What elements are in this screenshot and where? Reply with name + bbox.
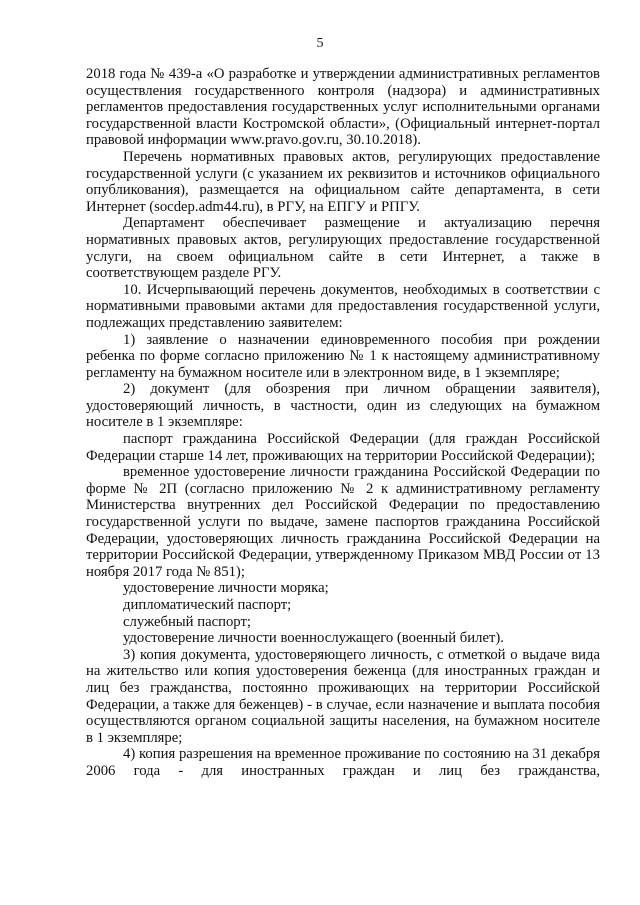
paragraph-service-passport: служебный паспорт; [123,613,251,630]
paragraph-temporary-id: временное удостоверение личности гражданина Российской Федерации по форме № 2П (согласно приложению № 2 к административному регламенту Министерства внутренних дел Российской Федерации по предоставлению государственной услуги по выдаче, замене паспортов гражданина Российской Федерации, удостоверяющих личность гражданина Российской Федерации на территории Российской Федерации, утвержденному Приказом МВД России от 13 ноября 2017 года № 851); [86,464,600,580]
paragraph-legal-acts-list: Перечень нормативных правовых актов, регулирующих предоставление государственной услуги (с указанием их реквизитов и источников официального опубликования), размещается на официальном сайте департамента, в сети Интернет (socdep.adm44.ru), в РГУ, на ЕПГУ и РПГУ. [86,148,600,215]
paragraph-decree-reference: 2018 года № 439-а «О разработке и утверждении административных регламентов осуществления государственного контроля (надзора) и административных регламентов предоставления государственных услуг исполнительными органами государственной власти Костромской области», (Официальный интернет-портал правовой информации www.pravo.gov.ru, 30.10.2018). [86,66,600,149]
paragraph-passport: паспорт гражданина Российской Федерации (для граждан Российской Федерации старше 14 лет, проживающих на территории Российской Федерации); [86,431,600,464]
paragraph-diplomatic-passport: дипломатический паспорт; [123,597,292,613]
paragraph-seaman-id: удостоверение личности моряка; [123,580,329,597]
paragraph-military-id: удостоверение личности военнослужащего (военный билет). [123,630,504,647]
paragraph-item-2-id-document: 2) документ (для обозрения при личном обращении заявителя), удостоверяющий личность, в частности, один из следующих на бумажном носителе в 1 экземпляре: [86,381,600,431]
paragraph-item-4-temp-residence: 4) копия разрешения на временное проживание по состоянию на 31 декабря 2006 года - для иностранных граждан и лиц без гражданства, [86,746,600,779]
page-number: 5 [316,36,324,51]
paragraph-item-1-application: 1) заявление о назначении единовременного пособия при рождении ребенка по форме согласно приложению № 1 к настоящему административному регламенту на бумажном носителе или в электронном виде, в 1 экземпляре; [86,331,600,381]
paragraph-item-10: 10. Исчерпывающий перечень документов, необходимых в соответствии с нормативными правовыми актами для предоставления государственной услуги, подлежащих представлению заявителем: [86,281,600,331]
paragraph-department-duty: Департамент обеспечивает размещение и актуализацию перечня нормативных правовых актов, регулирующих предоставление государственной услуги, на своем официальном сайте в сети Интернет, а также в соответствующем разделе РГУ. [86,215,600,282]
paragraph-item-3-residence-copy: 3) копия документа, удостоверяющего личность, с отметкой о выдаче вида на жительство или копия удостоверения беженца (для иностранных граждан и лиц без гражданства, постоянно проживающих на территории Российской Федерации, а также для беженцев) - в случае, если назначение и выплата пособия осуществляются органом социальной защиты населения, на бумажном носителе в 1 экземпляре; [86,646,600,746]
document-body [86,66,600,780]
